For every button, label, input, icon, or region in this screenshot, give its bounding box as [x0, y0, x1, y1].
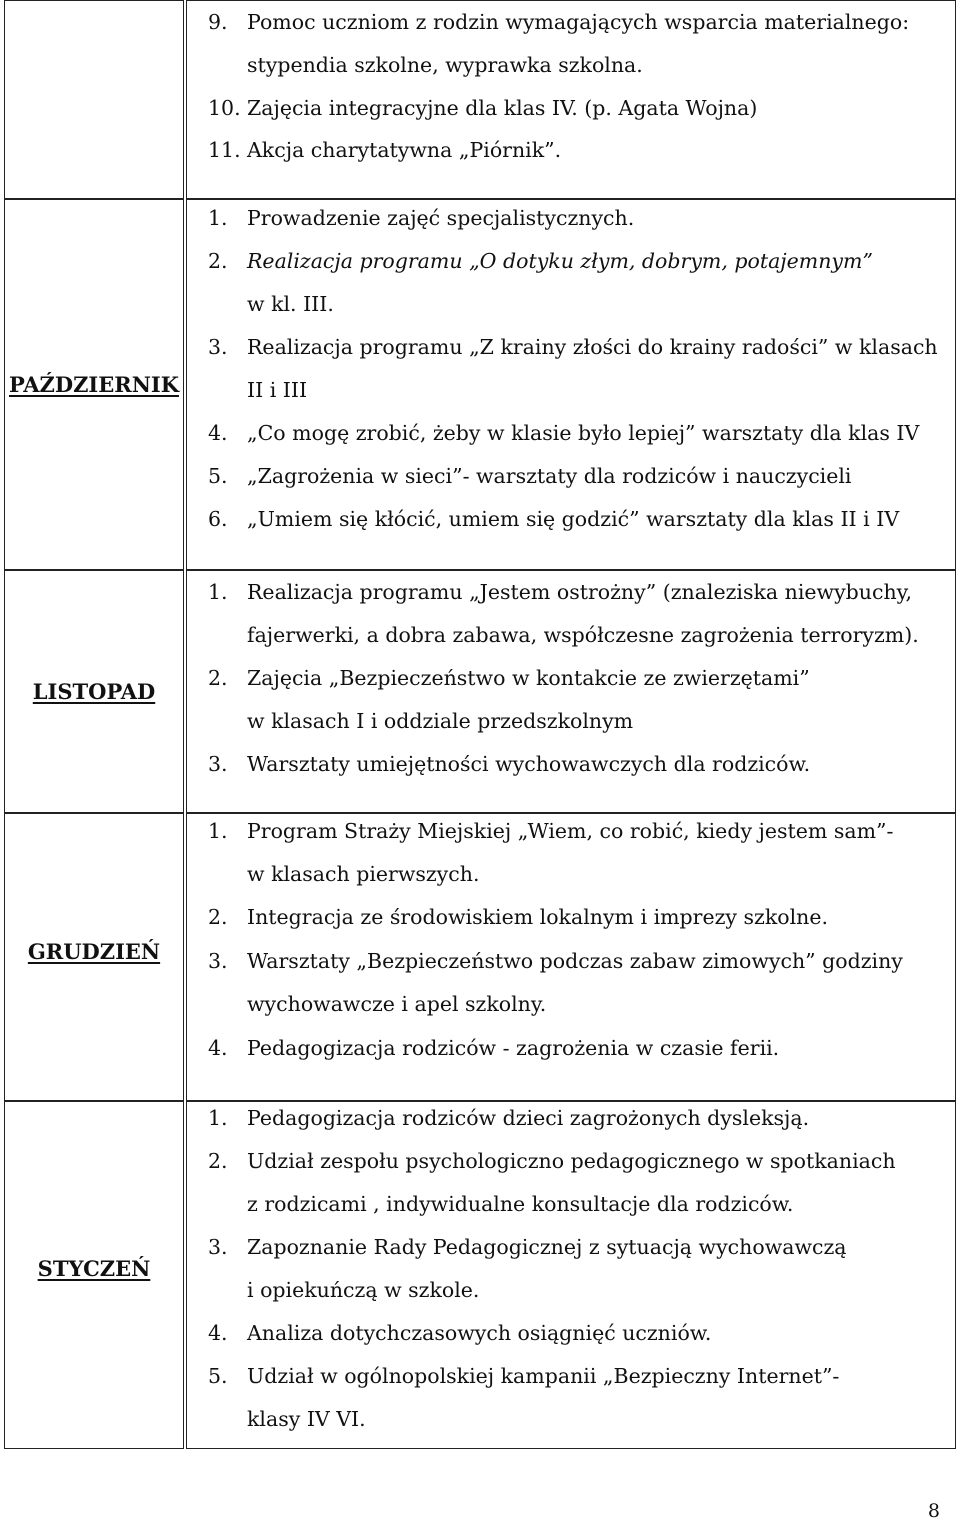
plan-table: [4, 0, 956, 1449]
section-3-content: 1. Program Straży Miejskiej „Wiem, co robić, kiedy jestem sam”- w klasach pierwszych. 2. Integracja ze środowiskiem lokalnym i imprezy szkolne. 3. Warsztaty „Bezpieczeństwo podczas zabaw zimowych” godziny wychowawcze i apel szkolny. 4. Pedagogizacja rodziców - zagrożenia w czasie ferii.: [208, 819, 903, 1060]
month-cell: [4, 0, 184, 200]
month-label-pazdziernik: PAŹDZIERNIK: [9, 372, 179, 397]
month-label-grudzien: GRUDZIEŃ: [27, 938, 161, 964]
section-4-content: 1. Pedagogizacja rodziców dzieci zagrożonych dysleksją. 2. Udział zespołu psychologiczno pedagogicznego w spotkaniach z rodzicami , indywidualne konsultacje dla rodziców. 3. Zapoznanie Rady Pedagogicznej z sytuacją wychowawczą i opiekuńczą w szkole. 4. Analiza dotychczasowych osiągnięć uczniów. 5. Udział w ogólnopolskiej kampanii „Bezpieczny Internet”- klasy IV VI.: [208, 1106, 896, 1431]
month-label-styczen: STYCZEŃ: [37, 1255, 151, 1281]
month-label-listopad: LISTOPAD: [32, 679, 156, 704]
section-2-content: 1. Realizacja programu „Jestem ostrożny” (znaleziska niewybuchy, fajerwerki, a dobra zabawa, współczesne zagrożenia terroryzm). 2. Zajęcia „Bezpieczeństwo w kontakcie ze zwierzętami” w klasach I i oddziale przedszkolnym 3. Warsztaty umiejętności wychowawczych dla rodziców.: [208, 580, 919, 776]
section-1-content: 1. Prowadzenie zajęć specjalistycznych. 2. Realizacja programu „O dotyku złym, dobrym, potajemnym” w kl. III. 3. Realizacja programu „Z krainy złości do krainy radości” w klasach II i III 4. „Co mogę zrobić, żeby w klasie było lepiej” warsztaty dla klas IV 5. „Zagrożenia w sieci”- warsztaty dla rodziców i nauczycieli 6. „Umiem się kłócić, umiem się godzić” warsztaty dla klas II i IV: [208, 206, 938, 531]
page-number: 8: [927, 1500, 940, 1522]
section-0-content: 9. Pomoc uczniom z rodzin wymagających wsparcia materialnego: stypendia szkolne, wyprawka szkolna. 10. Zajęcia integracyjne dla klas IV. (p. Agata Wojna) 11. Akcja charytatywna „Piórnik”.: [208, 10, 910, 162]
